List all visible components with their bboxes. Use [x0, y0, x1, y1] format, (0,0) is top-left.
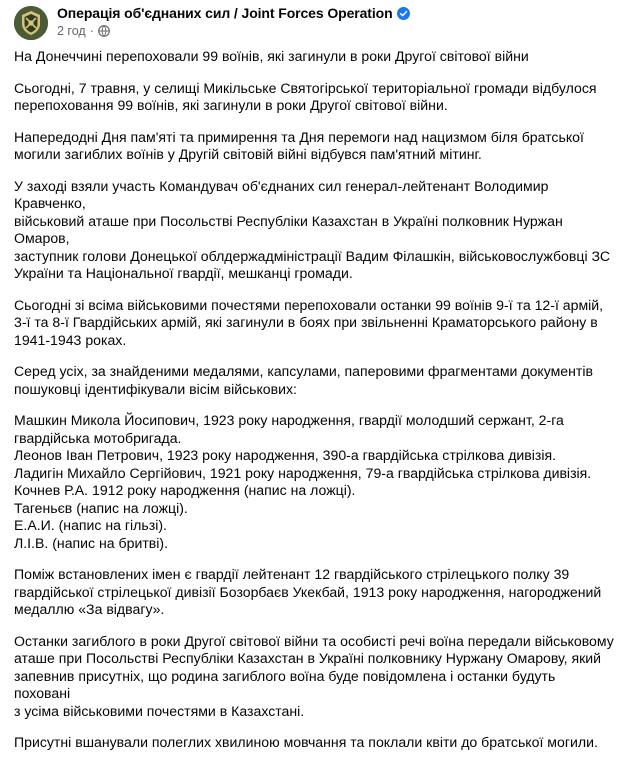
post-text-line: військовий аташе при Посольстві Республіки Казахстан в Україні полковник Нуржан Омаров,: [14, 212, 563, 246]
jfo-emblem-icon: [14, 6, 48, 40]
post-text-line: 1941-1943 роках.: [14, 331, 127, 348]
post-text-line: Присутні вшанували полеглих хвилиною мовчання та поклали квіти до братської могили.: [14, 734, 598, 750]
post-text-line: Останки загиблого в роки Другої світової війни та особисті речі воїна передали військовому: [14, 632, 614, 649]
post-paragraph: [14, 363, 614, 398]
meta-separator: ·: [89, 24, 94, 38]
globe-icon[interactable]: [98, 25, 110, 37]
post-text-line: Е.А.И. (напис на гільзі).: [14, 517, 167, 533]
page-avatar[interactable]: [14, 6, 48, 40]
post-text-line: Леонов Іван Петрович, 1923 року народження, 390-а гвардійська стрілкова дивізія.: [14, 447, 557, 463]
post-text-line: Серед усіх, за знайденими медалями, капсулами, паперовими фрагментами документів: [14, 363, 593, 379]
post-text-line: У заході взяли участь Командувач об'єднаних сил генерал-лейтенант Володимир Кравченко,: [14, 177, 549, 211]
post-paragraph: [14, 412, 614, 552]
post-paragraph: [14, 566, 614, 619]
page-name-link[interactable]: Операція об'єднаних сил / Joint Forces Operation: [57, 5, 393, 21]
post-text-line: аташе при Посольстві Республіки Казахстан в Україні полковнику Нуржану Омарову, який: [14, 650, 602, 666]
post-text-line: Напередодні Дня пам'яті та примирення та Дня перемоги над нацизмом біля братської: [14, 128, 584, 145]
post-text-line: запевнив присутніх, що родина загиблого воїна буде повідомлена і останки будуть поховані: [14, 667, 556, 701]
post-text-line: перепоховання 99 воїнів, які загинули в роки Другої світової війни.: [14, 97, 448, 113]
post-text-line: Поміж встановлених імен є гвардії лейтенант 12 гвардійського стрілецького полку 39: [14, 566, 570, 582]
post-text-line: пошуковці ідентифікували вісім військових:: [14, 380, 297, 397]
post-text-line: України та Національної гвардії, мешканці громади.: [14, 265, 353, 281]
post-text-line: з усіма військовими почестями в Казахстані.: [14, 702, 305, 719]
post-timestamp-link[interactable]: 2 год: [57, 24, 86, 38]
post-text-line: Сьогодні зі всіма військовими почестями перепоховали останки 99 воїнів 9-ї та 12-ї армій,: [14, 296, 604, 313]
post-text-line: гвардійська мотобригада.: [14, 429, 182, 446]
post-header: [14, 4, 410, 44]
post-text-line: могили загиблих воїнів у Другій світовій війні відбувся пам'ятний мітинг.: [14, 146, 482, 162]
post-text-line: На Донеччині перепоховали 99 воїнів, які загинули в роки Другої світової війни: [14, 48, 529, 64]
post-text-line: Л.І.В. (напис на бритві).: [14, 534, 169, 551]
post-text-line: Машкин Микола Йосипович, 1923 року народження, гвардії молодший сержант, 2-га: [14, 412, 564, 428]
post-paragraph: [14, 80, 614, 115]
post-text-line: гвардійської стрілецької дивізії Бозорбаєв Укекбай, 1913 року народження, нагороджений: [14, 583, 602, 600]
post-paragraph: [14, 178, 614, 283]
post-paragraph: [14, 48, 614, 66]
post-paragraph: [14, 129, 614, 164]
post-body: [14, 48, 614, 766]
post-text-line: 3-ї та 8-ї Гвардійських армій, які загинули в боях при звільненні Краматорського району в: [14, 314, 598, 330]
verified-badge-icon: [397, 7, 410, 20]
post-text-line: Сьогодні, 7 травня, у селищі Микільське Святогірської територіальної громади відбулося: [14, 79, 597, 96]
post-text-line: заступник голови Донецької облдержадміністрації Вадим Філашкін, військовослужбовці ЗС: [14, 247, 611, 264]
post-text-line: Ладигін Михайло Сергійович, 1921 року народження, 79-а гвардійська стрілкова дивізія.: [14, 464, 592, 481]
post-text-line: медаллю «За відвагу».: [14, 601, 165, 617]
post-paragraph: [14, 734, 614, 752]
post-paragraph: [14, 297, 614, 350]
post-paragraph: [14, 633, 614, 721]
post-text-line: Тагеньєв (напис на ложці).: [14, 499, 188, 516]
post-text-line: Кочнев Р.А. 1912 року народження (напис на ложці).: [14, 482, 356, 498]
